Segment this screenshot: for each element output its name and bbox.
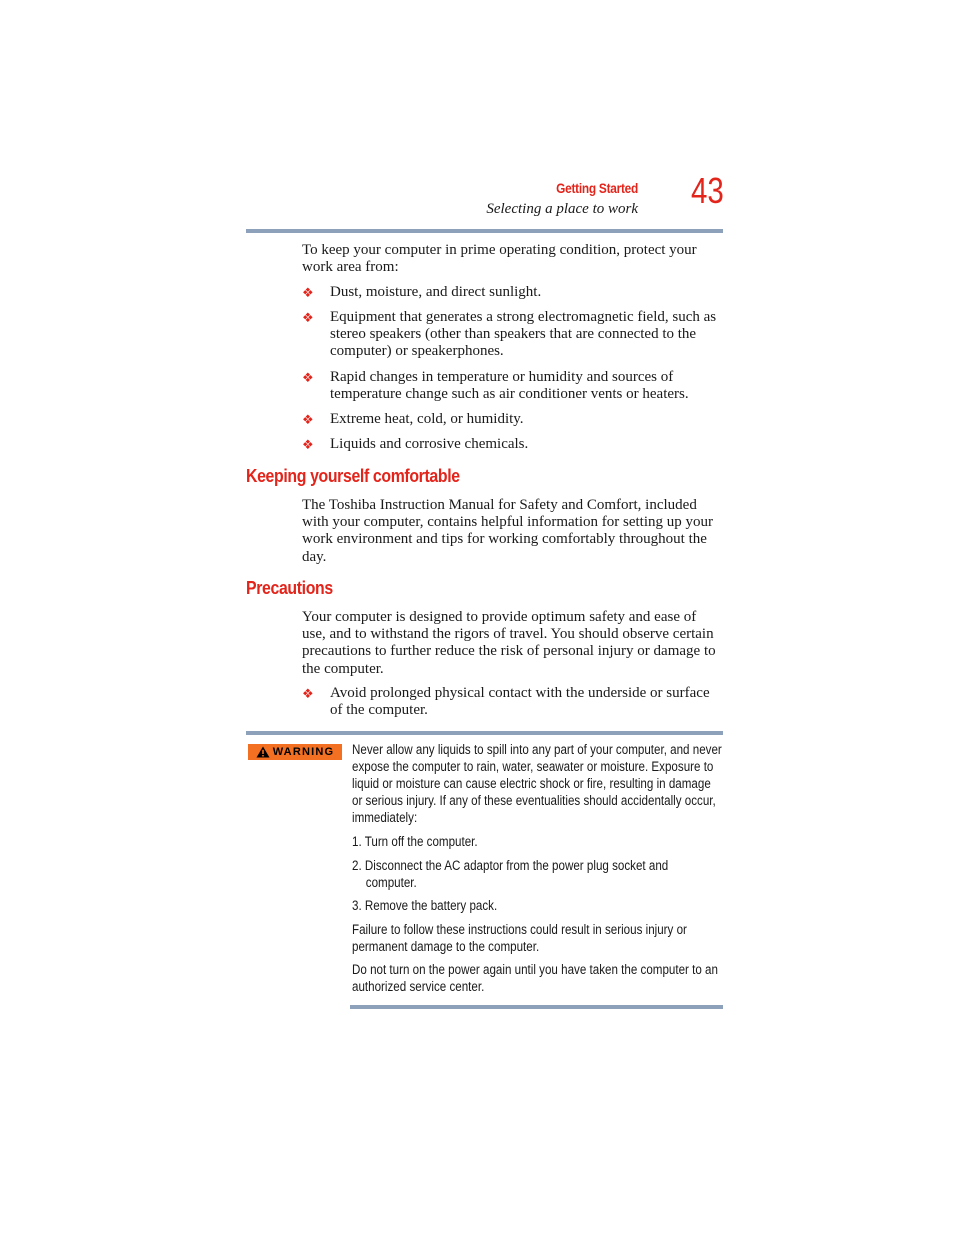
warning-failure: Failure to follow these instructions could result in serious injury or permanent damage to the computer. (352, 922, 687, 954)
warning-badge-label: WARNING (272, 746, 335, 758)
warning-step: 3. Remove the battery pack. (352, 898, 498, 913)
running-header-section: Getting Started (556, 181, 638, 196)
warning-badge (248, 744, 342, 760)
warning-closing: Do not turn on the power again until you have taken the computer to an authorized service center. (352, 962, 718, 994)
running-header-subsection: Selecting a place to work (486, 201, 638, 217)
intro-paragraph: To keep your computer in prime operating condition, protect your work area from: (302, 242, 697, 276)
diamond-bullet-icon: ❖ (302, 437, 314, 452)
warning-top-rule (246, 731, 723, 735)
diamond-bullet-icon: ❖ (302, 310, 314, 325)
diamond-bullet-icon: ❖ (302, 285, 314, 300)
diamond-bullet-icon: ❖ (302, 686, 314, 701)
warning-triangle-icon (256, 746, 270, 758)
section-heading-precautions: Precautions (246, 578, 333, 598)
warning-step: 1. Turn off the computer. (352, 834, 478, 849)
section-heading-comfort: Keeping yourself comfortable (246, 466, 460, 486)
warning-step: 2. Disconnect the AC adaptor from the power plug socket and computer. (352, 858, 669, 890)
diamond-bullet-icon: ❖ (302, 370, 314, 385)
page-number: 43 (691, 170, 724, 211)
precautions-paragraph: Your computer is designed to provide optimum safety and ease of use, and to withstand the rigors of travel. You should observe certain precautions to further reduce the risk of personal injury or damage to the computer. (302, 609, 716, 677)
comfort-paragraph: The Toshiba Instruction Manual for Safety and Comfort, included with your computer, contains helpful information for setting up your work environment and tips for working comfortably throughout the day. (302, 497, 713, 565)
diamond-bullet-icon: ❖ (302, 412, 314, 427)
header-rule (246, 229, 723, 233)
warning-bottom-rule (350, 1005, 723, 1009)
warning-intro: Never allow any liquids to spill into any part of your computer, and never expose the computer to rain, water, seawater or moisture. Exposure to liquid or moisture can cause electric shock or fire, resulting in damage or serious injury. If any of these eventualities should accidentally occur, immediately: (352, 742, 722, 825)
